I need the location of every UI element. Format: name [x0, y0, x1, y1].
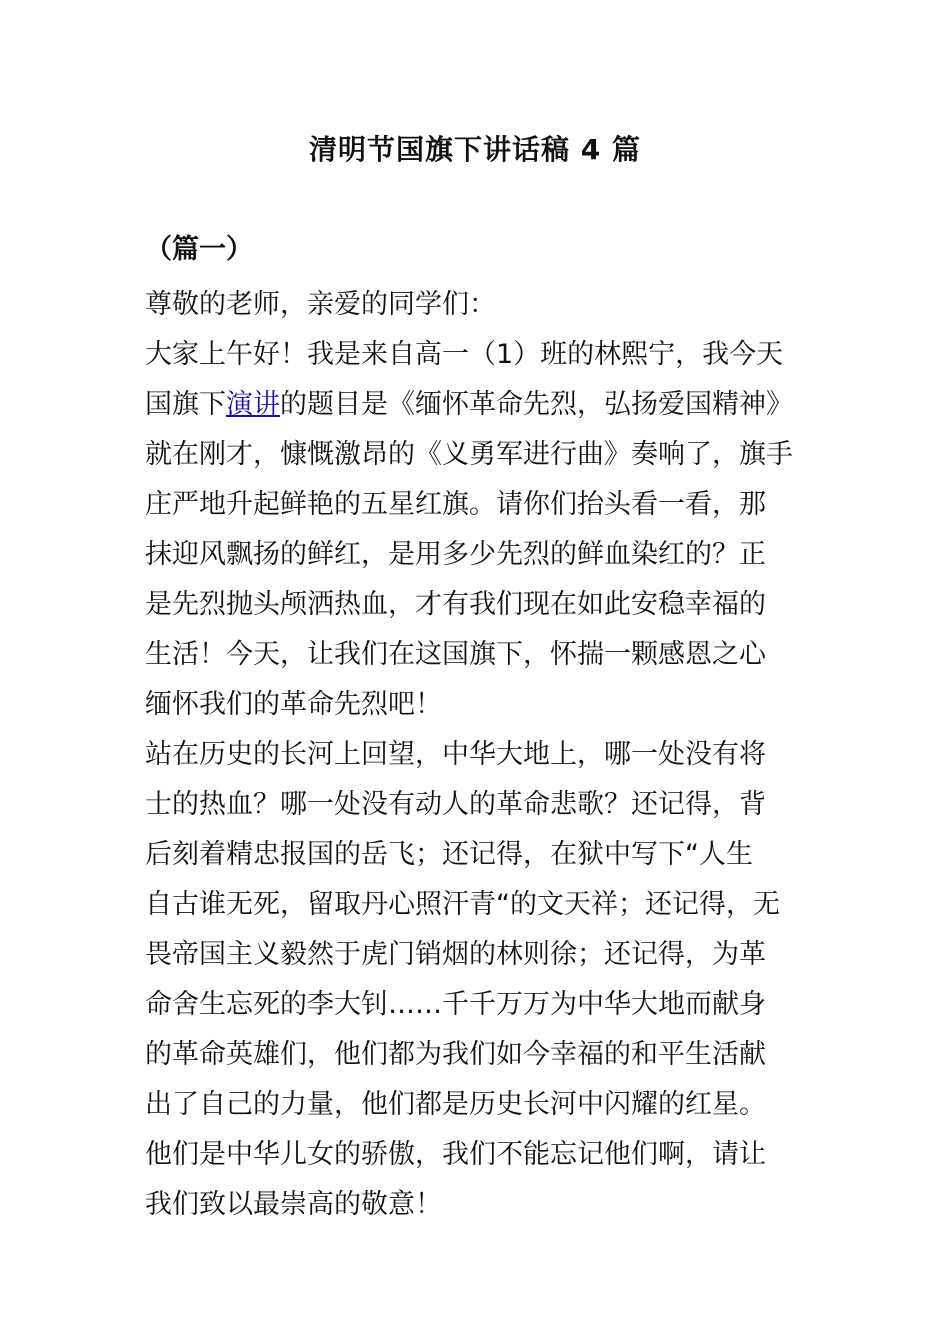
document-title: 清明节国旗下讲话稿 4 篇 [309, 133, 641, 166]
body-line: 他们是中华儿女的骄傲，我们不能忘记他们啊，请让 [145, 1139, 766, 1170]
body-line: 是先烈抛头颅洒热血，才有我们现在如此安稳幸福的 [145, 589, 766, 620]
body-line-with-link [145, 380, 815, 430]
body-line: 后刻着精忠报国的岳飞；还记得，在狱中写下“人生 [145, 839, 753, 870]
speech-link[interactable]: 演讲 [226, 389, 280, 420]
body-line: 大家上午好！我是来自高一（1）班的林熙宁，我今天 [145, 339, 784, 370]
section-heading: （篇一） [145, 234, 253, 265]
body-line: 站在历史的长河上回望，中华大地上，哪一处没有将 [145, 739, 766, 770]
body-line: 的革命英雄们，他们都为我们如今幸福的和平生活献 [145, 1039, 766, 1070]
body-line: 尊敬的老师，亲爱的同学们： [145, 289, 496, 320]
body-line: 生活！今天，让我们在这国旗下，怀揣一颗感恩之心 [145, 639, 766, 670]
body-line-text: 的题目是《缅怀革命先烈，弘扬爱国精神》 [280, 389, 793, 420]
body-line: 抹迎风飘扬的鲜红，是用多少先烈的鲜血染红的？正 [145, 539, 766, 570]
body-line: 畏帝国主义毅然于虎门销烟的林则徐；还记得，为革 [145, 939, 766, 970]
body-line: 自古谁无死，留取丹心照汗青“的文天祥；还记得，无 [145, 889, 780, 920]
body-line-text: 国旗下 [145, 389, 226, 420]
body-line: 就在刚才，慷慨激昂的《义勇军进行曲》奏响了，旗手 [145, 439, 793, 470]
document-body [145, 280, 815, 1230]
body-line: 命舍生忘死的李大钊……千千万万为中华大地而献身 [145, 989, 766, 1020]
body-line: 缅怀我们的革命先烈吧！ [145, 689, 442, 720]
body-line: 我们致以最崇高的敬意！ [145, 1189, 442, 1220]
body-line: 出了自己的力量，他们都是历史长河中闪耀的红星。 [145, 1089, 766, 1120]
body-line: 士的热血？哪一处没有动人的革命悲歌？还记得，背 [145, 789, 766, 820]
body-line: 庄严地升起鲜艳的五星红旗。请你们抬头看一看，那 [145, 489, 766, 520]
